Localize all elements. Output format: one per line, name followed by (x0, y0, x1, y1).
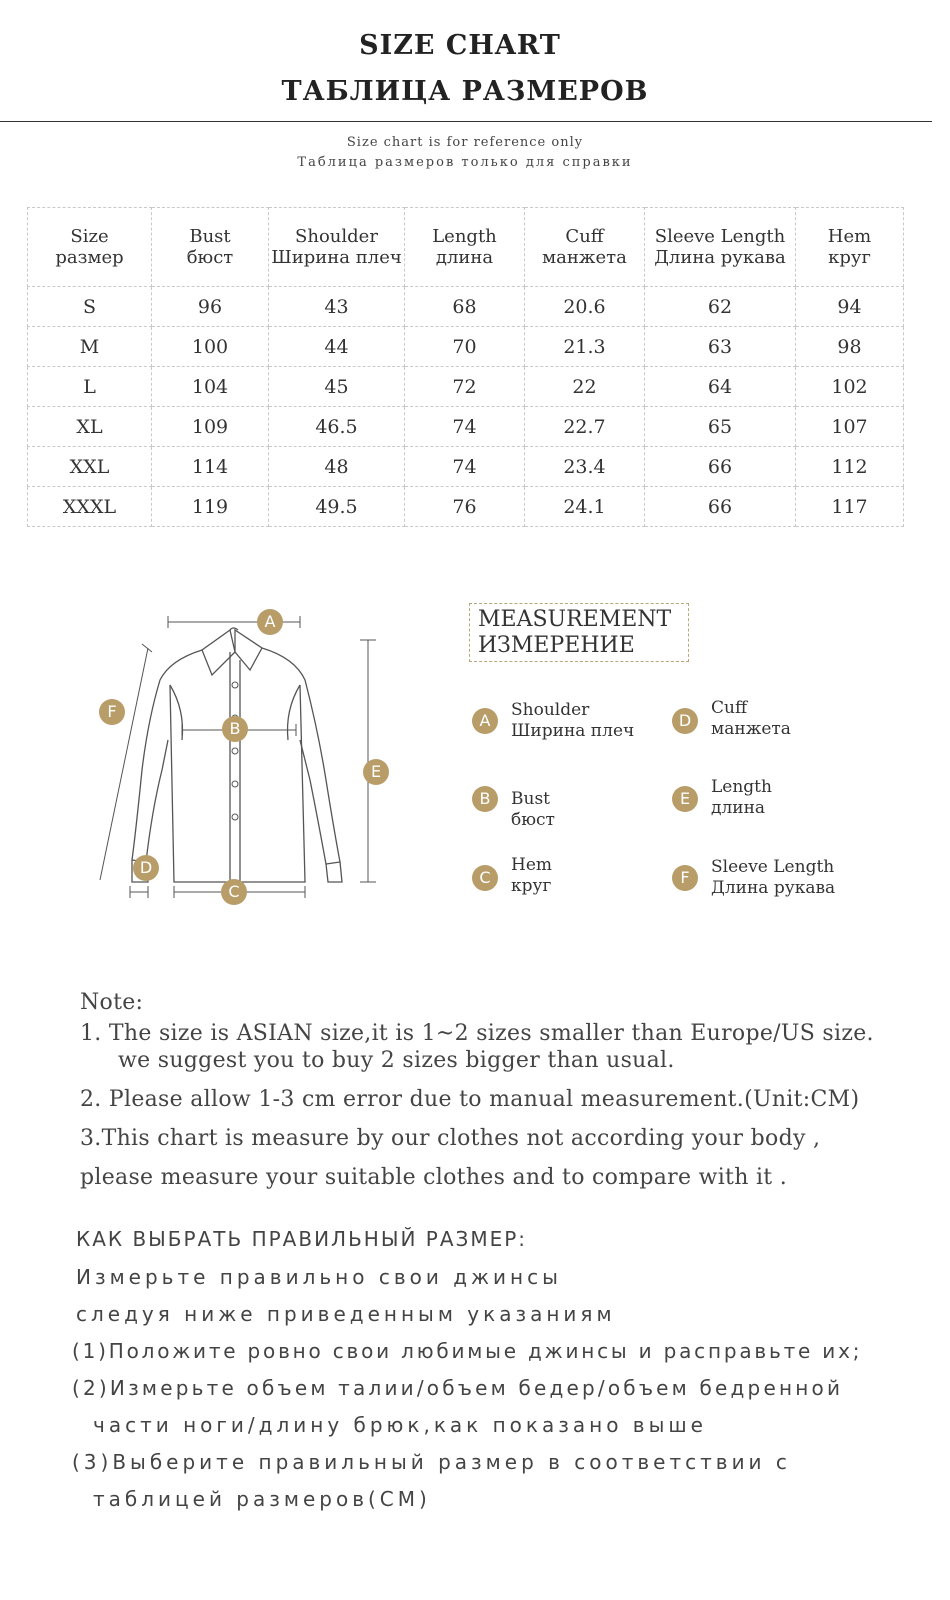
header-label-ru: круг (828, 247, 871, 268)
table-cell: 63 (645, 327, 796, 367)
header-shoulder (269, 208, 405, 287)
table-row (28, 327, 904, 367)
table-cell: 45 (269, 367, 405, 407)
table-cell: 43 (269, 287, 405, 327)
marker-c: C (221, 879, 247, 905)
header-label-en: Length (432, 226, 497, 247)
table-cell: 66 (645, 487, 796, 527)
table-cell: 21.3 (525, 327, 645, 367)
header-length (405, 208, 525, 287)
title-english: SIZE CHART (359, 30, 561, 61)
table-row (28, 367, 904, 407)
subtitle-english: Size chart is for reference only (346, 135, 584, 150)
header-label-en: Sleeve Length (654, 226, 786, 247)
table-cell: XXXL (28, 487, 152, 527)
table-row (28, 447, 904, 487)
table-cell: 107 (796, 407, 904, 447)
marker-f: F (99, 699, 125, 725)
table-cell: 74 (405, 447, 525, 487)
button-dot (232, 814, 238, 820)
table-cell: 68 (405, 287, 525, 327)
ru-line-7: таблицей размеров(CM) (93, 1487, 431, 1511)
header-label-ru: манжета (542, 247, 627, 268)
table-cell: 62 (645, 287, 796, 327)
button-dot (232, 781, 238, 787)
legend-item-length (711, 777, 772, 819)
size-table (27, 207, 904, 527)
header-sleeve-length (645, 208, 796, 287)
note-line-3b: please measure your suitable clothes and to compare with it . (80, 1165, 788, 1190)
header-label-ru: длина (435, 247, 494, 268)
title-russian: ТАБЛИЦА РАЗМЕРОВ (281, 76, 649, 107)
note-line-1: 1. The size is ASIAN size,it is 1~2 sizes smaller than Europe/US size. (80, 1021, 874, 1046)
legend-marker-f: F (672, 865, 698, 891)
table-cell: 104 (152, 367, 269, 407)
header-label-en: Shoulder (295, 226, 378, 247)
legend-label-ru: длина (711, 798, 766, 818)
table-cell: 46.5 (269, 407, 405, 447)
note-line-3: 3.This chart is measure by our clothes not according your body , (80, 1126, 821, 1151)
ru-heading: КАК ВЫБРАТЬ ПРАВИЛЬНЫЙ РАЗМЕР: (76, 1227, 528, 1251)
note-line-1b: we suggest you to buy 2 sizes bigger than usual. (118, 1048, 675, 1073)
legend-label-en: Bust (511, 789, 550, 809)
cuff-line (130, 886, 148, 898)
table-cell: 22.7 (525, 407, 645, 447)
table-cell: 20.6 (525, 287, 645, 327)
measurement-title-en: MEASUREMENT (478, 607, 672, 632)
measurement-title-ru: ИЗМЕРЕНИЕ (478, 633, 635, 658)
table-cell: 109 (152, 407, 269, 447)
header-label-ru: Длина рукава (654, 247, 786, 268)
shirt-outline (132, 628, 342, 882)
legend-marker-b: B (472, 786, 498, 812)
legend-item-cuff (711, 698, 791, 740)
table-row (28, 487, 904, 527)
legend-item-hem (511, 855, 552, 897)
header-label-en: Cuff (565, 226, 604, 247)
button-dot (232, 748, 238, 754)
legend-marker-e: E (672, 786, 698, 812)
ru-line-3: (1)Положите ровно свои любимые джинсы и расправьте их; (72, 1339, 863, 1363)
marker-a: A (257, 609, 283, 635)
table-cell: 72 (405, 367, 525, 407)
legend-label-ru: Ширина плеч (511, 721, 635, 741)
header-cuff (525, 208, 645, 287)
shirt-buttons (232, 682, 238, 820)
table-cell: 24.1 (525, 487, 645, 527)
legend-label-ru: бюст (511, 810, 555, 830)
table-cell: 49.5 (269, 487, 405, 527)
legend-label-ru: Длина рукава (711, 878, 836, 898)
table-cell: 76 (405, 487, 525, 527)
legend-marker-a: A (472, 708, 498, 734)
table-cell: 64 (645, 367, 796, 407)
table-cell: 65 (645, 407, 796, 447)
legend-label-en: Length (711, 777, 772, 797)
header-bust (152, 208, 269, 287)
header-hem (796, 208, 904, 287)
header-label-ru: размер (55, 247, 124, 268)
table-cell: 100 (152, 327, 269, 367)
note-label: Note: (80, 990, 144, 1015)
table-row (28, 407, 904, 447)
table-cell: XXL (28, 447, 152, 487)
header-divider (0, 121, 932, 122)
legend-label-en: Sleeve Length (711, 857, 835, 877)
legend-label-en: Hem (511, 855, 553, 875)
ru-line-1: Измерьте правильно свои джинсы (76, 1265, 562, 1289)
table-cell: 48 (269, 447, 405, 487)
table-cell: 98 (796, 327, 904, 367)
table-cell: 102 (796, 367, 904, 407)
header-label-en: Size (70, 226, 109, 247)
measurement-title-box (469, 603, 689, 662)
legend-item-sleeve-length (711, 857, 835, 899)
table-cell: 114 (152, 447, 269, 487)
table-cell: 112 (796, 447, 904, 487)
marker-e: E (363, 759, 389, 785)
legend-item-bust (511, 789, 555, 831)
table-cell: 74 (405, 407, 525, 447)
button-dot (232, 682, 238, 688)
header-label-en: Hem (827, 226, 872, 247)
table-cell: 44 (269, 327, 405, 367)
table-cell: M (28, 327, 152, 367)
header-size (28, 208, 152, 287)
marker-b: B (222, 716, 248, 742)
marker-d: D (133, 855, 159, 881)
note-line-2: 2. Please allow 1-3 cm error due to manual measurement.(Unit:CM) (80, 1087, 860, 1112)
table-cell: L (28, 367, 152, 407)
table-cell: S (28, 287, 152, 327)
ru-line-5: части ноги/длину брюк,как показано выше (93, 1413, 707, 1437)
subtitle-russian: Таблица размеров только для справки (297, 155, 633, 170)
ru-line-6: (3)Выберите правильный размер в соответствии с (72, 1450, 791, 1474)
ru-line-2: следуя ниже приведенным указаниям (76, 1302, 616, 1326)
table-cell: 70 (405, 327, 525, 367)
table-cell: 22 (525, 367, 645, 407)
header-label-en: Bust (189, 226, 231, 247)
sleeve-line (100, 644, 152, 880)
table-row (28, 287, 904, 327)
table-header-row (28, 208, 904, 287)
table-cell: 117 (796, 487, 904, 527)
legend-label-ru: манжета (711, 719, 791, 739)
legend-label-en: Shoulder (511, 700, 590, 720)
legend-label-ru: круг (511, 876, 552, 896)
table-cell: 119 (152, 487, 269, 527)
legend-marker-d: D (672, 708, 698, 734)
header-label-ru: бюст (186, 247, 234, 268)
header-label-ru: Ширина плеч (271, 247, 402, 268)
ru-line-4: (2)Измерьте объем талии/объем бедер/объем бедренной (72, 1376, 844, 1400)
legend-marker-c: C (472, 865, 498, 891)
table-cell: 94 (796, 287, 904, 327)
legend-item-shoulder (511, 700, 634, 742)
table-cell: 23.4 (525, 447, 645, 487)
table-cell: XL (28, 407, 152, 447)
legend-label-en: Cuff (711, 698, 748, 718)
table-cell: 66 (645, 447, 796, 487)
table-cell: 96 (152, 287, 269, 327)
